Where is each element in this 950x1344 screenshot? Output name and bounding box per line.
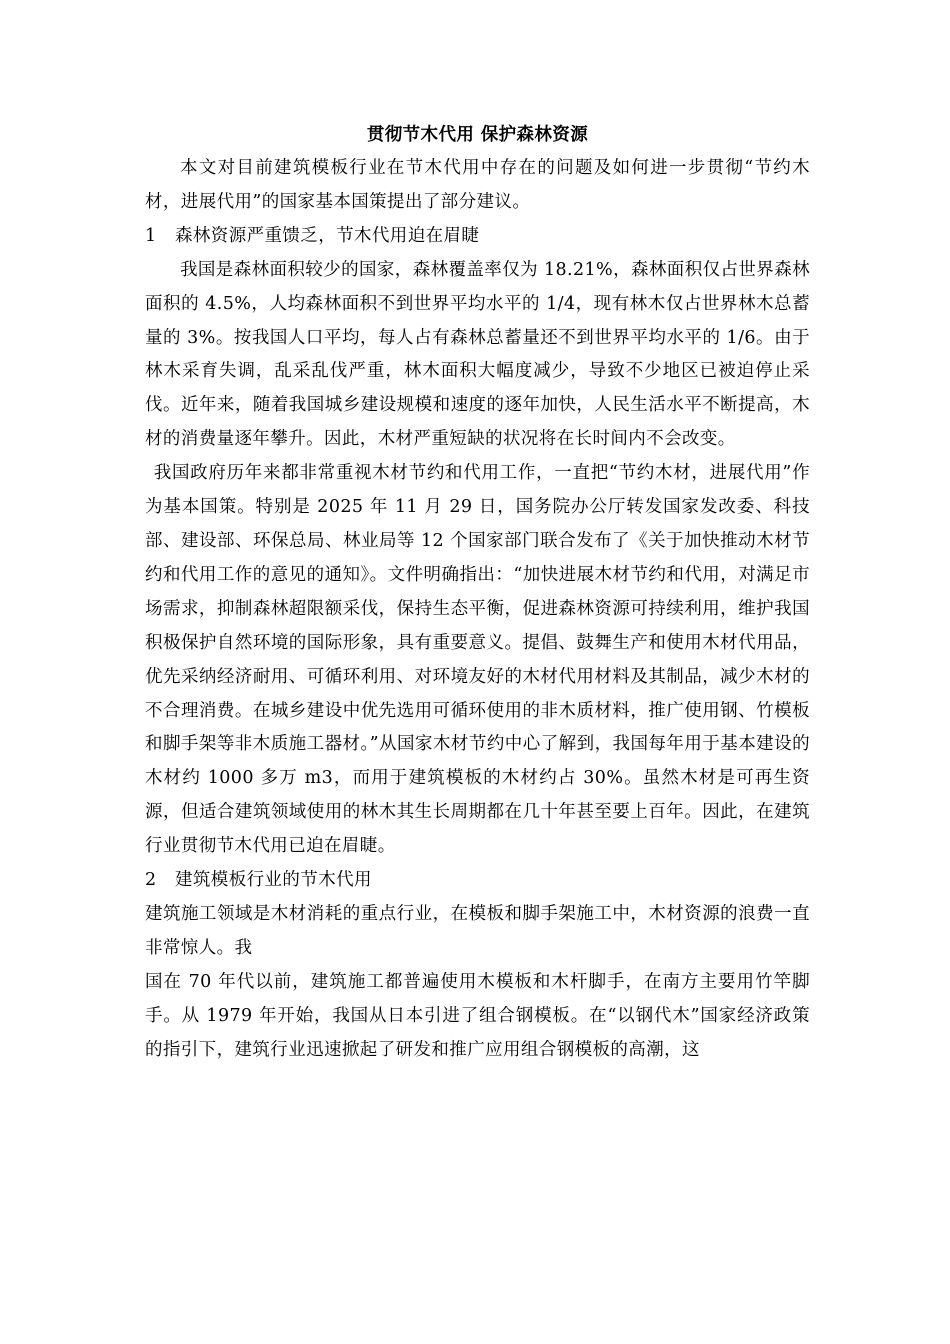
section-2-number: 2 [145,870,157,891]
section-2-heading [145,864,810,898]
section-1-title: 森林资源严重馈乏，节木代用迫在眉睫 [175,225,480,246]
section-2-paragraph-1: 建筑施工领域是木材消耗的重点行业，在模板和脚手架施工中，木材资源的浪费一直非常惊人。我 [145,903,810,958]
abstract-paragraph: 本文对目前建筑模板行业在节木代用中存在的问题及如何进一步贯彻“节约木材，进展代用”的国家基本国策提出了部分建议。 [145,158,810,212]
section-1-paragraph-2: 我国政府历年来都非常重视木材节约和代用工作，一直把“节约木材，进展代用”作为基本国策。特别是 2025 年 11 月 29 日，国务院办公厅转发国家发改委、科技部、建设部、环保总局、林业局等 12 个国家部门联合发布了《关于加快推动木材节约和代用工作的意见的通知》。文件明确指出：“加快进展木材节约和代用，对满足市场需求，抑制森林超限额采伐，保持生态平衡，促进森林资源可持续利用，维护我国积极保护自然环境的国际形象，具有重要意义。提倡、鼓舞生产和使用木材代用品，优先采纳经济耐用、可循环利用、对环境友好的木材代用材料及其制品，减少木材的不合理消费。在城乡建设中优先选用可循环使用的非木质材料，推广使用钢、竹模板和脚手架等非木质施工器材。”从国家木材节约中心了解到，我国每年用于基本建设的木材约 1000 多万 m3，而用于建筑模板的木材约占 30%。虽然木材是可再生资源，但适合建筑领域使用的林木其生长周期都在几十年甚至要上百年。因此，在建筑行业贯彻节木代用已迫在眉睫。 [145,463,810,857]
section-2-title: 建筑模板行业的节木代用 [175,870,372,891]
section-1-paragraph-1: 我国是森林面积较少的国家，森林覆盖率仅为 18.21%，森林面积仅占世界森林面积的 4.5%，人均森林面积不到世界平均水平的 1/4，现有林木仅占世界林木总蓄量的 3%。按我国人口平均，每人占有森林总蓄量还不到世界平均水平的 1/6。由于林木采育失调，乱采乱伐严重，林木面积大幅度减少，导致不少地区已被迫停止采伐。近年来，随着我国城乡建设规模和速度的逐年加快，人民生活水平不断提高，木材的消费量逐年攀升。因此，木材严重短缺的状况将在长时间内不会改变。 [145,259,810,450]
document-title: 贯彻节木代用 保护森林资源 [366,125,589,145]
section-1-number: 1 [145,225,157,246]
section-1-heading [145,220,810,254]
section-2-paragraph-2: 国在 70 年代以前，建筑施工都普遍使用木模板和木杆脚手，在南方主要用竹竿脚手。从 1979 年开始，我国从日本引进了组合钢模板。在“以钢代木”国家经济政策的指引下，建筑行业迅速掀起了研发和推广应用组合钢模板的高潮，这 [145,971,810,1060]
document-page [145,118,810,1067]
